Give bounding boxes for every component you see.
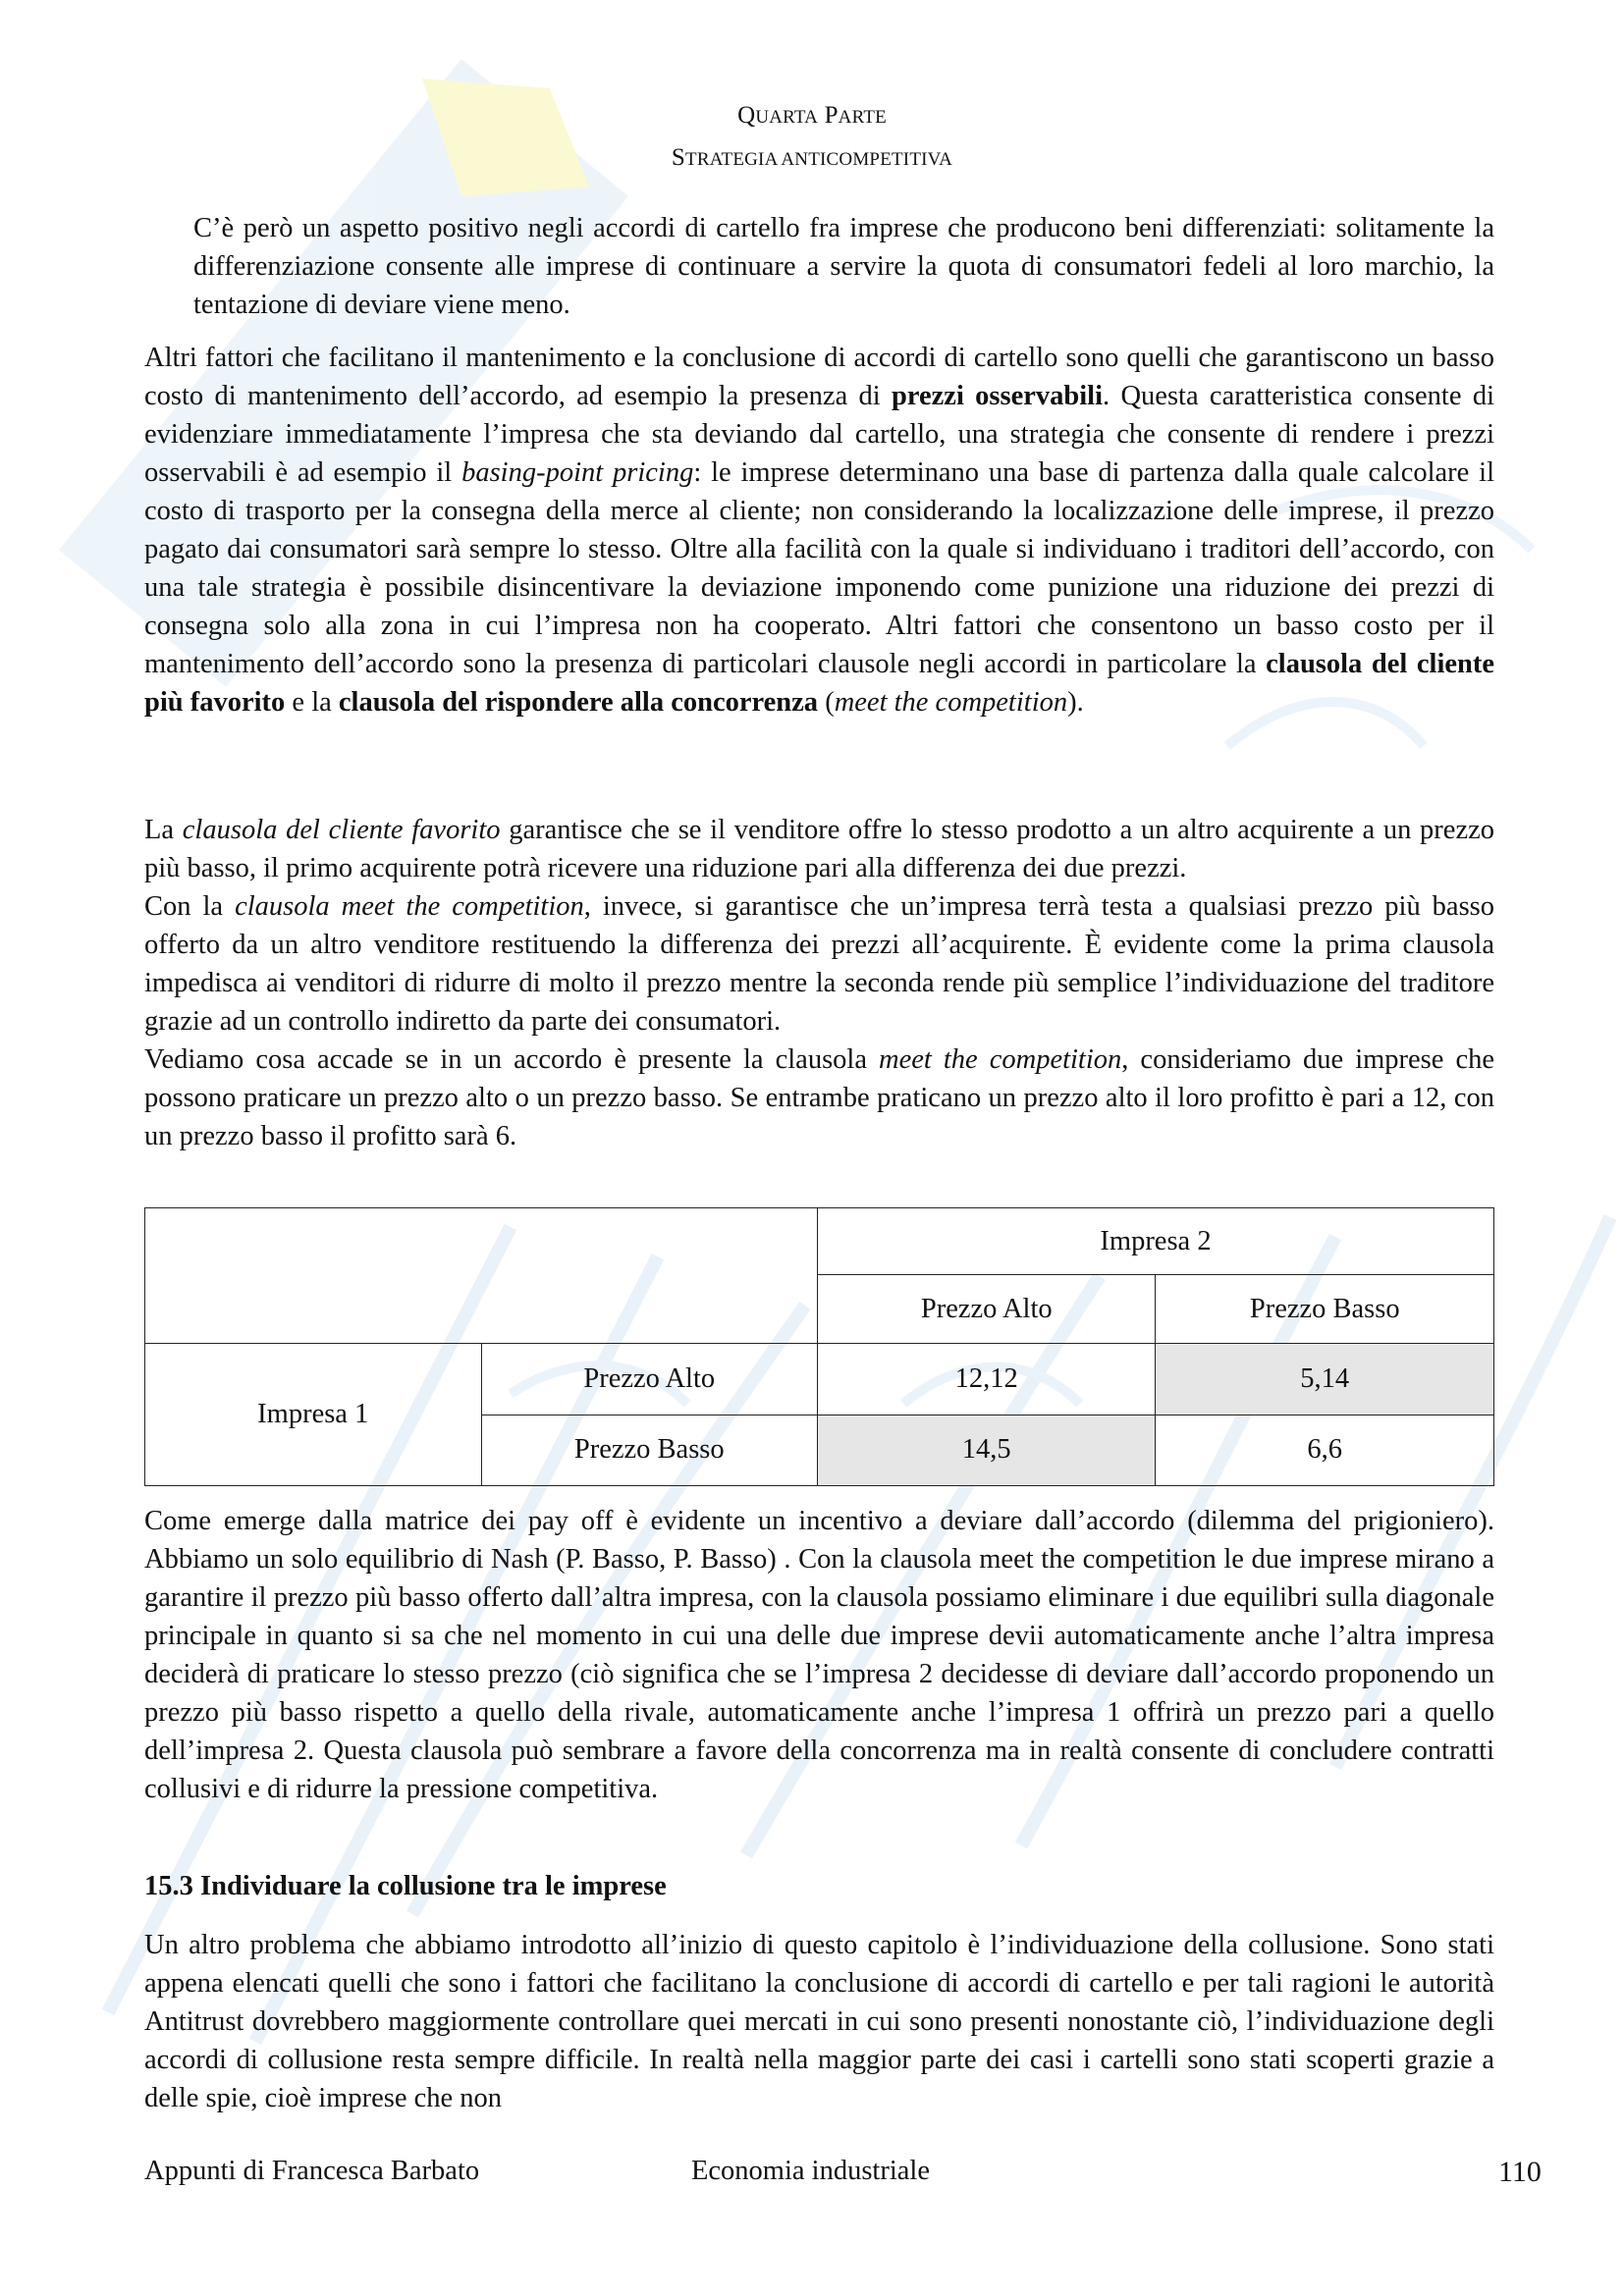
paragraph-matrix-analysis: Come emerge dalla matrice dei pay off è evidente un incentivo a deviare dall’accordo (dilemma del prigioniero). Abbiamo un solo equilibrio di Nash (P. Basso, P. Basso) . Con la clausola meet the competition le due imprese mirano a garantire il prezzo più basso offerto dall’altra impresa, con la clausola possiamo eliminare i due equilibri sulla diagonale principale in quanto si sa che nel momento in cui una delle due imprese devii automaticamente anche l’altra impresa deciderà di praticare lo stesso prezzo (ciò significa che se l’impresa 2 decidesse di deviare dall’accordo proponendo un prezzo più basso rispetto a quello della rivale, automaticamente anche l’impresa 1 offrirà un prezzo pari a quello dell’impresa 2. Questa clausola può sembrare a favore della concorrenza ma in realtà consente di concludere contratti collusivi e di ridurre la pressione competitiva. — [144, 1506, 1494, 1804]
matrix-col-high: Prezzo Alto — [818, 1275, 1156, 1344]
page-number: 110 — [1498, 2156, 1542, 2188]
paragraph-meet-competition: Con la clausola meet the competition, invece, si garantisce che un’impresa terrà testa a qualsiasi prezzo più basso offerto da un altro venditore restituendo la differenza dei prezzi all’acquirente. È evidente come la prima clausola impedisca ai venditori di ridurre di molto il prezzo mentre la seconda rende più semplice l’individuazione del traditore grazie ad un controllo indiretto da parte dei consumatori. — [144, 891, 1495, 1037]
section-heading: 15.3 Individuare la collusione tra le imprese — [144, 1871, 667, 1901]
footer-course: Economia industriale — [691, 2156, 930, 2186]
matrix-cell-lh: 14,5 — [818, 1415, 1156, 1485]
matrix-empty-corner — [145, 1208, 818, 1344]
running-header-section: STRATEGIA ANTICOMPETITIVA — [671, 144, 953, 171]
paragraph-collusion-detection: Un altro problema che abbiamo introdotto all’inizio di questo capitolo è l’individuazione della collusione. Sono stati appena elencati quelli che sono i fattori che facilitano la conclusione di accordi di cartello e per tali ragioni le autorità Antitrust dovrebbero maggiormente controllare quei mercati in cui sono presenti nonostante ciò, l’individuazione degli accordi di collusione resta sempre difficile. In realtà nella maggior parte dei casi i cartelli sono stati scoperti grazie a delle spie, cioè imprese che non — [144, 1930, 1494, 2113]
matrix-cell-hh: 12,12 — [818, 1344, 1156, 1415]
paragraph-facilitating-factors: Altri fattori che facilitano il mantenimento e la conclusione di accordi di cartello sono quelli che garantiscono un basso costo di mantenimento dell’accordo, ad esempio la presenza di prezzi osservabili. Questa caratteristica consente di evidenziare immediatamente l’impresa che sta deviando dal cartello, una strategia che consente di rendere i prezzi osservabili è ad esempio il basing-point pricing: le imprese determinano una base di partenza dalla quale calcolare il costo di trasporto per la consegna della merce al cliente; non considerando la localizzazione delle imprese, il prezzo pagato dai consumatori sarà sempre lo stesso. Oltre alla facilità con la quale si individuano i traditori dell’accordo, con una tale strategia è possibile disincentivare la deviazione imponendo come punizione una riduzione dei prezzi di consegna solo alla zona in cui l’impresa non ha cooperato. Altri fattori che consentono un basso costo per il mantenimento dell’accordo sono la presenza di particolari clausole negli accordi in particolare la clausola del cliente più favorito e la clausola del rispondere alla concorrenza (meet the competition). — [144, 343, 1495, 718]
matrix-col-low: Prezzo Basso — [1156, 1275, 1494, 1344]
matrix-row-player: Impresa 1 — [145, 1344, 482, 1486]
running-header-part: QUARTA PARTE — [737, 102, 887, 129]
paragraph-example: Vediamo cosa accade se in un accordo è presente la clausola meet the competition, consideriamo due imprese che possono praticare un prezzo alto o un prezzo basso. Se entrambe praticano un prezzo alto il loro profitto è pari a 12, con un prezzo basso il profitto sarà 6. — [144, 1044, 1494, 1151]
matrix-col-player: Impresa 2 — [818, 1208, 1494, 1275]
footer-author: Appunti di Francesca Barbato — [144, 2156, 480, 2186]
paragraph-differentiated-goods: C’è però un aspetto positivo negli accordi di cartello fra imprese che producono beni differenziati: solitamente la differenziazione consente alle imprese di continuare a servire la quota di consumatori fedeli al loro marchio, la tentazione di deviare viene meno. — [193, 213, 1494, 320]
matrix-cell-hl: 5,14 — [1156, 1344, 1494, 1415]
matrix-cell-ll: 6,6 — [1156, 1415, 1494, 1485]
paragraph-clauses — [144, 811, 1494, 1155]
paragraph-favored-customer: La clausola del cliente favorito garantisce che se il venditore offre lo stesso prodotto a un altro acquirente a un prezzo più basso, il primo acquirente potrà ricevere una riduzione pari alla differenza dei due prezzi. — [144, 815, 1494, 883]
payoff-matrix — [144, 1207, 1494, 1486]
matrix-row-high: Prezzo Alto — [481, 1344, 817, 1415]
matrix-row-low: Prezzo Basso — [481, 1415, 817, 1485]
